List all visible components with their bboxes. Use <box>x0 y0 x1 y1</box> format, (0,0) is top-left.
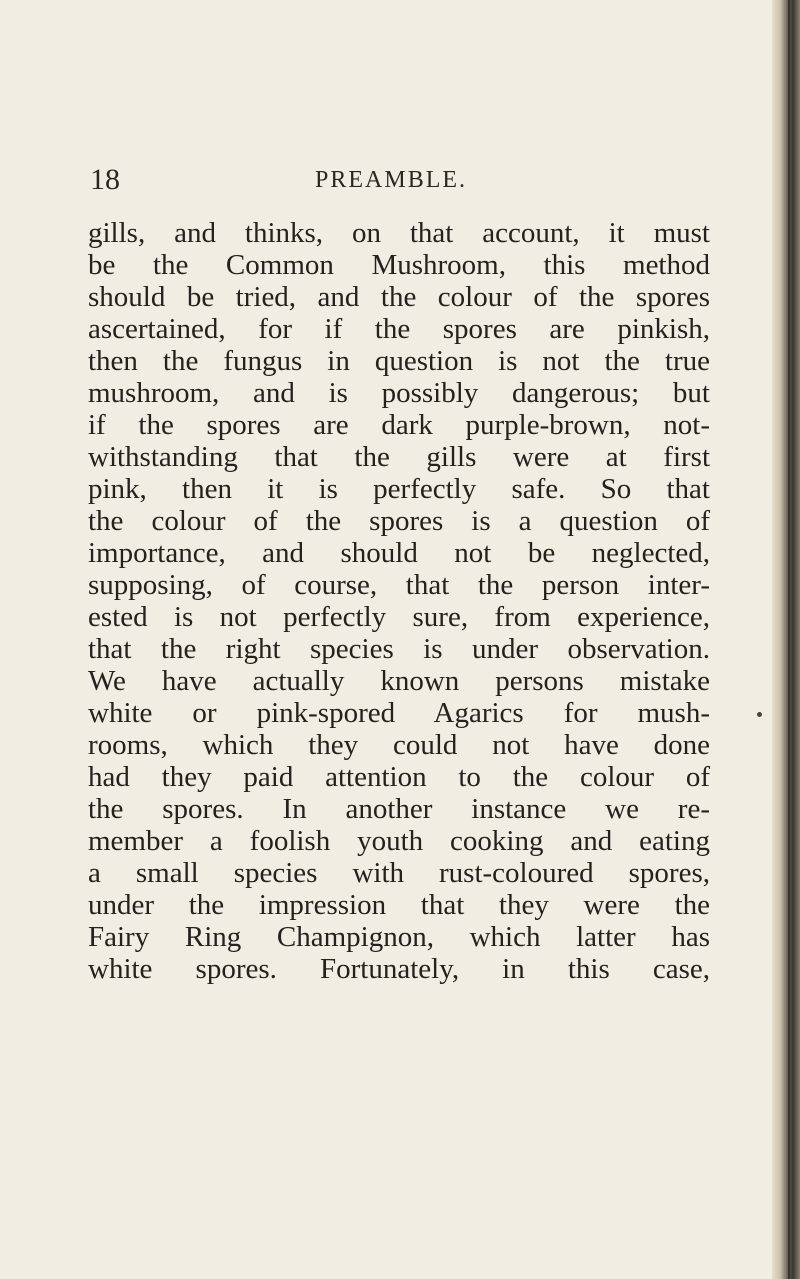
text-line: mushroom, and is possibly dangerous; but <box>88 377 710 409</box>
text-line: should be tried, and the colour of the spores <box>88 281 710 313</box>
text-line: ested is not perfectly sure, from experience, <box>88 601 710 633</box>
text-line: pink, then it is perfectly safe. So that <box>88 473 710 505</box>
text-line: importance, and should not be neglected, <box>88 537 710 569</box>
text-line: had they paid attention to the colour of <box>88 761 710 793</box>
page-binding-edge <box>772 0 800 1279</box>
text-line: rooms, which they could not have done <box>88 729 710 761</box>
text-line: a small species with rust-coloured spores, <box>88 857 710 889</box>
page-header <box>90 160 710 200</box>
text-line: gills, and thinks, on that account, it must <box>88 217 710 249</box>
text-line: white or pink-spored Agarics for mush- <box>88 697 710 729</box>
text-line: Fairy Ring Champignon, which latter has <box>88 921 710 953</box>
ink-speck <box>757 712 762 717</box>
running-head: PREAMBLE. <box>315 167 468 193</box>
text-line: withstanding that the gills were at first <box>88 441 710 473</box>
text-line: white spores. Fortunately, in this case, <box>88 953 710 985</box>
binding-shadow-line <box>788 0 790 1279</box>
body-text <box>88 217 710 985</box>
text-line: then the fungus in question is not the true <box>88 345 710 377</box>
text-line: supposing, of course, that the person inter- <box>88 569 710 601</box>
text-line: under the impression that they were the <box>88 889 710 921</box>
text-line: be the Common Mushroom, this method <box>88 249 710 281</box>
text-line: ascertained, for if the spores are pinkish, <box>88 313 710 345</box>
text-line: member a foolish youth cooking and eating <box>88 825 710 857</box>
page-number: 18 <box>90 163 120 196</box>
text-line: if the spores are dark purple-brown, not- <box>88 409 710 441</box>
text-line: that the right species is under observation. <box>88 633 710 665</box>
text-line: We have actually known persons mistake <box>88 665 710 697</box>
text-line: the spores. In another instance we re- <box>88 793 710 825</box>
text-line: the colour of the spores is a question of <box>88 505 710 537</box>
